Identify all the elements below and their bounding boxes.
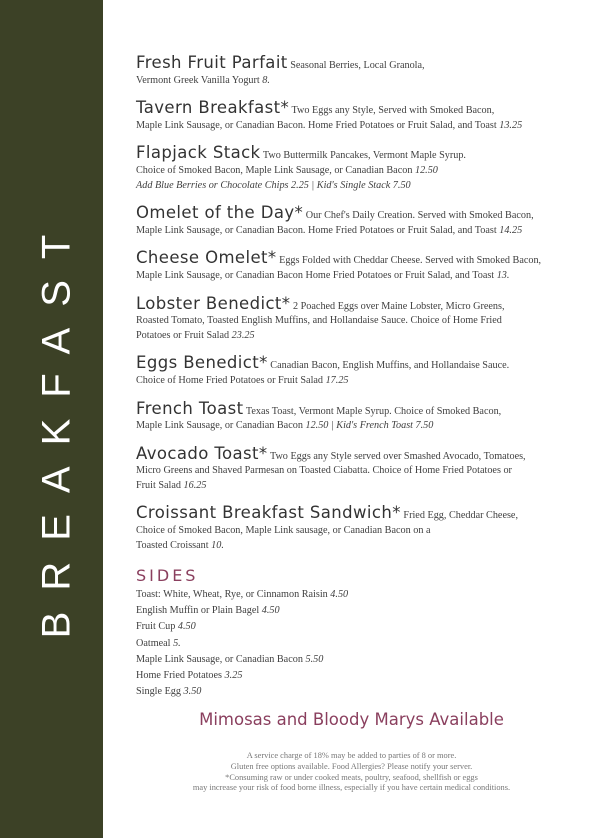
side-name: Oatmeal [136, 637, 174, 649]
item-description: Seasonal Berries, Local Granola, [287, 60, 425, 71]
item-name: Flapjack Stack [136, 143, 261, 163]
item-description: Our Chef's Daily Creation. Served with Smoked Bacon, [303, 210, 534, 222]
side-item [136, 636, 566, 652]
item-price: 17.25 [325, 374, 349, 386]
menu-item [136, 443, 566, 494]
item-price: 16.25 [183, 479, 207, 491]
side-price: 3.25 [224, 669, 243, 681]
item-description: Choice of Home Fried Potatoes or Fruit Salad [136, 374, 326, 386]
side-price: 5.50 [305, 653, 324, 665]
item-description: Choice of Smoked Bacon, Maple Link sausage, or Canadian Bacon on a [136, 525, 431, 537]
mimosas-banner: Mimosas and Bloody Marys Available [199, 710, 504, 729]
item-description: Maple Link Sausage, or Canadian Bacon. Home Fried Potatoes or Fruit Salad, and Toast [136, 224, 500, 236]
fine-print-line: may increase your risk of food borne illness, especially if you have certain medical conditions. [192, 783, 511, 793]
menu-item [136, 143, 566, 193]
side-price: 4.50 [177, 621, 196, 633]
item-price: 14.25 [499, 224, 523, 236]
side-item [136, 603, 566, 619]
side-item [136, 587, 566, 603]
side-item [136, 684, 566, 700]
item-description: Vermont Greek Vanilla Yogurt [136, 74, 263, 86]
item-description: Two Buttermilk Pancakes, Vermont Maple Syrup. [260, 150, 466, 162]
side-name: Maple Link Sausage, or Canadian Bacon [136, 653, 306, 665]
item-price: 12.50 [414, 164, 438, 176]
item-description: Eggs Folded with Cheddar Cheese. Served with Smoked Bacon, [276, 255, 542, 267]
item-name: Tavern Breakfast* [136, 98, 290, 118]
item-description: Fruit Salad [136, 479, 184, 491]
side-name: Toast: White, Wheat, Rye, or Cinnamon Raisin [136, 589, 331, 601]
menu-item [136, 98, 566, 133]
item-name: Lobster Benedict* [136, 293, 291, 313]
item-description: Maple Link Sausage, or Canadian Bacon Home Fried Potatoes or Fruit Salad, and Toast [136, 269, 497, 281]
item-description: Potatoes or Fruit Salad [136, 329, 232, 341]
item-name: Fresh Fruit Parfait [136, 53, 288, 72]
fine-print [103, 751, 600, 794]
item-description: Toasted Croissant [136, 539, 212, 551]
menu-item [136, 248, 566, 283]
item-description: 2 Poached Eggs over Maine Lobster, Micro Greens, [290, 300, 505, 312]
item-name: Avocado Toast* [136, 443, 268, 463]
item-description: Maple Link Sausage, or Canadian Bacon [136, 420, 306, 432]
sidebar [0, 0, 103, 838]
item-description: Roasted Tomato, Toasted English Muffins, and Hollandaise Sauce. Choice of Home Fried [136, 315, 502, 327]
item-description: Canadian Bacon, English Muffins, and Hollandaise Sauce. [267, 360, 510, 372]
menu-items [136, 53, 566, 700]
item-name: French Toast [136, 398, 244, 418]
item-name: Cheese Omelet* [136, 248, 277, 268]
side-name: Home Fried Potatoes [136, 669, 225, 681]
item-price: 13. [496, 269, 510, 281]
menu-item [136, 353, 566, 388]
item-description: Choice of Smoked Bacon, Maple Link Sausage, or Canadian Bacon [136, 164, 415, 176]
item-name: Eggs Benedict* [136, 353, 268, 373]
menu-item [136, 293, 566, 344]
side-item [136, 652, 566, 668]
item-description: Texas Toast, Vermont Maple Syrup. Choice of Smoked Bacon, [243, 405, 502, 417]
item-price: 12.50 [305, 420, 329, 432]
side-price: 5. [173, 637, 181, 649]
menu-item [136, 203, 566, 238]
item-price: 23.25 [231, 329, 255, 341]
side-price: 4.50 [330, 589, 349, 601]
item-description: Two Eggs any Style, Served with Smoked Bacon, [289, 105, 495, 117]
item-description: Maple Link Sausage, or Canadian Bacon. Home Fried Potatoes or Fruit Salad, and Toast [136, 119, 500, 131]
item-kids-option: | Kid's French Toast 7.50 [328, 420, 434, 432]
item-price: 8. [262, 74, 270, 86]
fine-print-line: *Consuming raw or under cooked meats, poultry, seafood, shellfish or eggs [225, 772, 478, 782]
side-item [136, 668, 566, 684]
item-name: Croissant Breakfast Sandwich* [136, 503, 401, 523]
side-name: Single Egg [136, 685, 184, 697]
item-description: Fried Egg, Cheddar Cheese, [400, 510, 519, 522]
item-price: 13.25 [499, 119, 523, 131]
menu-item [136, 398, 566, 434]
side-name: Fruit Cup [136, 621, 178, 633]
sides-heading: SIDES [136, 566, 199, 586]
item-name: Omelet of the Day* [136, 203, 304, 223]
item-description: Two Eggs any Style served over Smashed Avocado, Tomatoes, [267, 450, 526, 462]
item-description: Micro Greens and Shaved Parmesan on Toasted Ciabatta. Choice of Home Fried Potatoes or [136, 465, 512, 477]
item-price: 10. [211, 539, 224, 551]
fine-print-line: A service charge of 18% may be added to parties of 8 or more. [246, 751, 457, 760]
menu-item [136, 503, 566, 553]
menu-item [136, 53, 566, 88]
item-addon: Add Blue Berries or Chocolate Chips 2.25 | Kid's Single Stack 7.50 [136, 179, 411, 191]
side-price: 4.50 [261, 605, 280, 617]
side-name: English Muffin or Plain Bagel [136, 605, 262, 617]
fine-print-line: Gluten free options available. Food Allergies? Please notify your server. [230, 761, 473, 771]
side-item [136, 619, 566, 635]
side-price: 3.50 [183, 685, 202, 697]
breakfast-title: BREAKFAST [34, 213, 79, 639]
